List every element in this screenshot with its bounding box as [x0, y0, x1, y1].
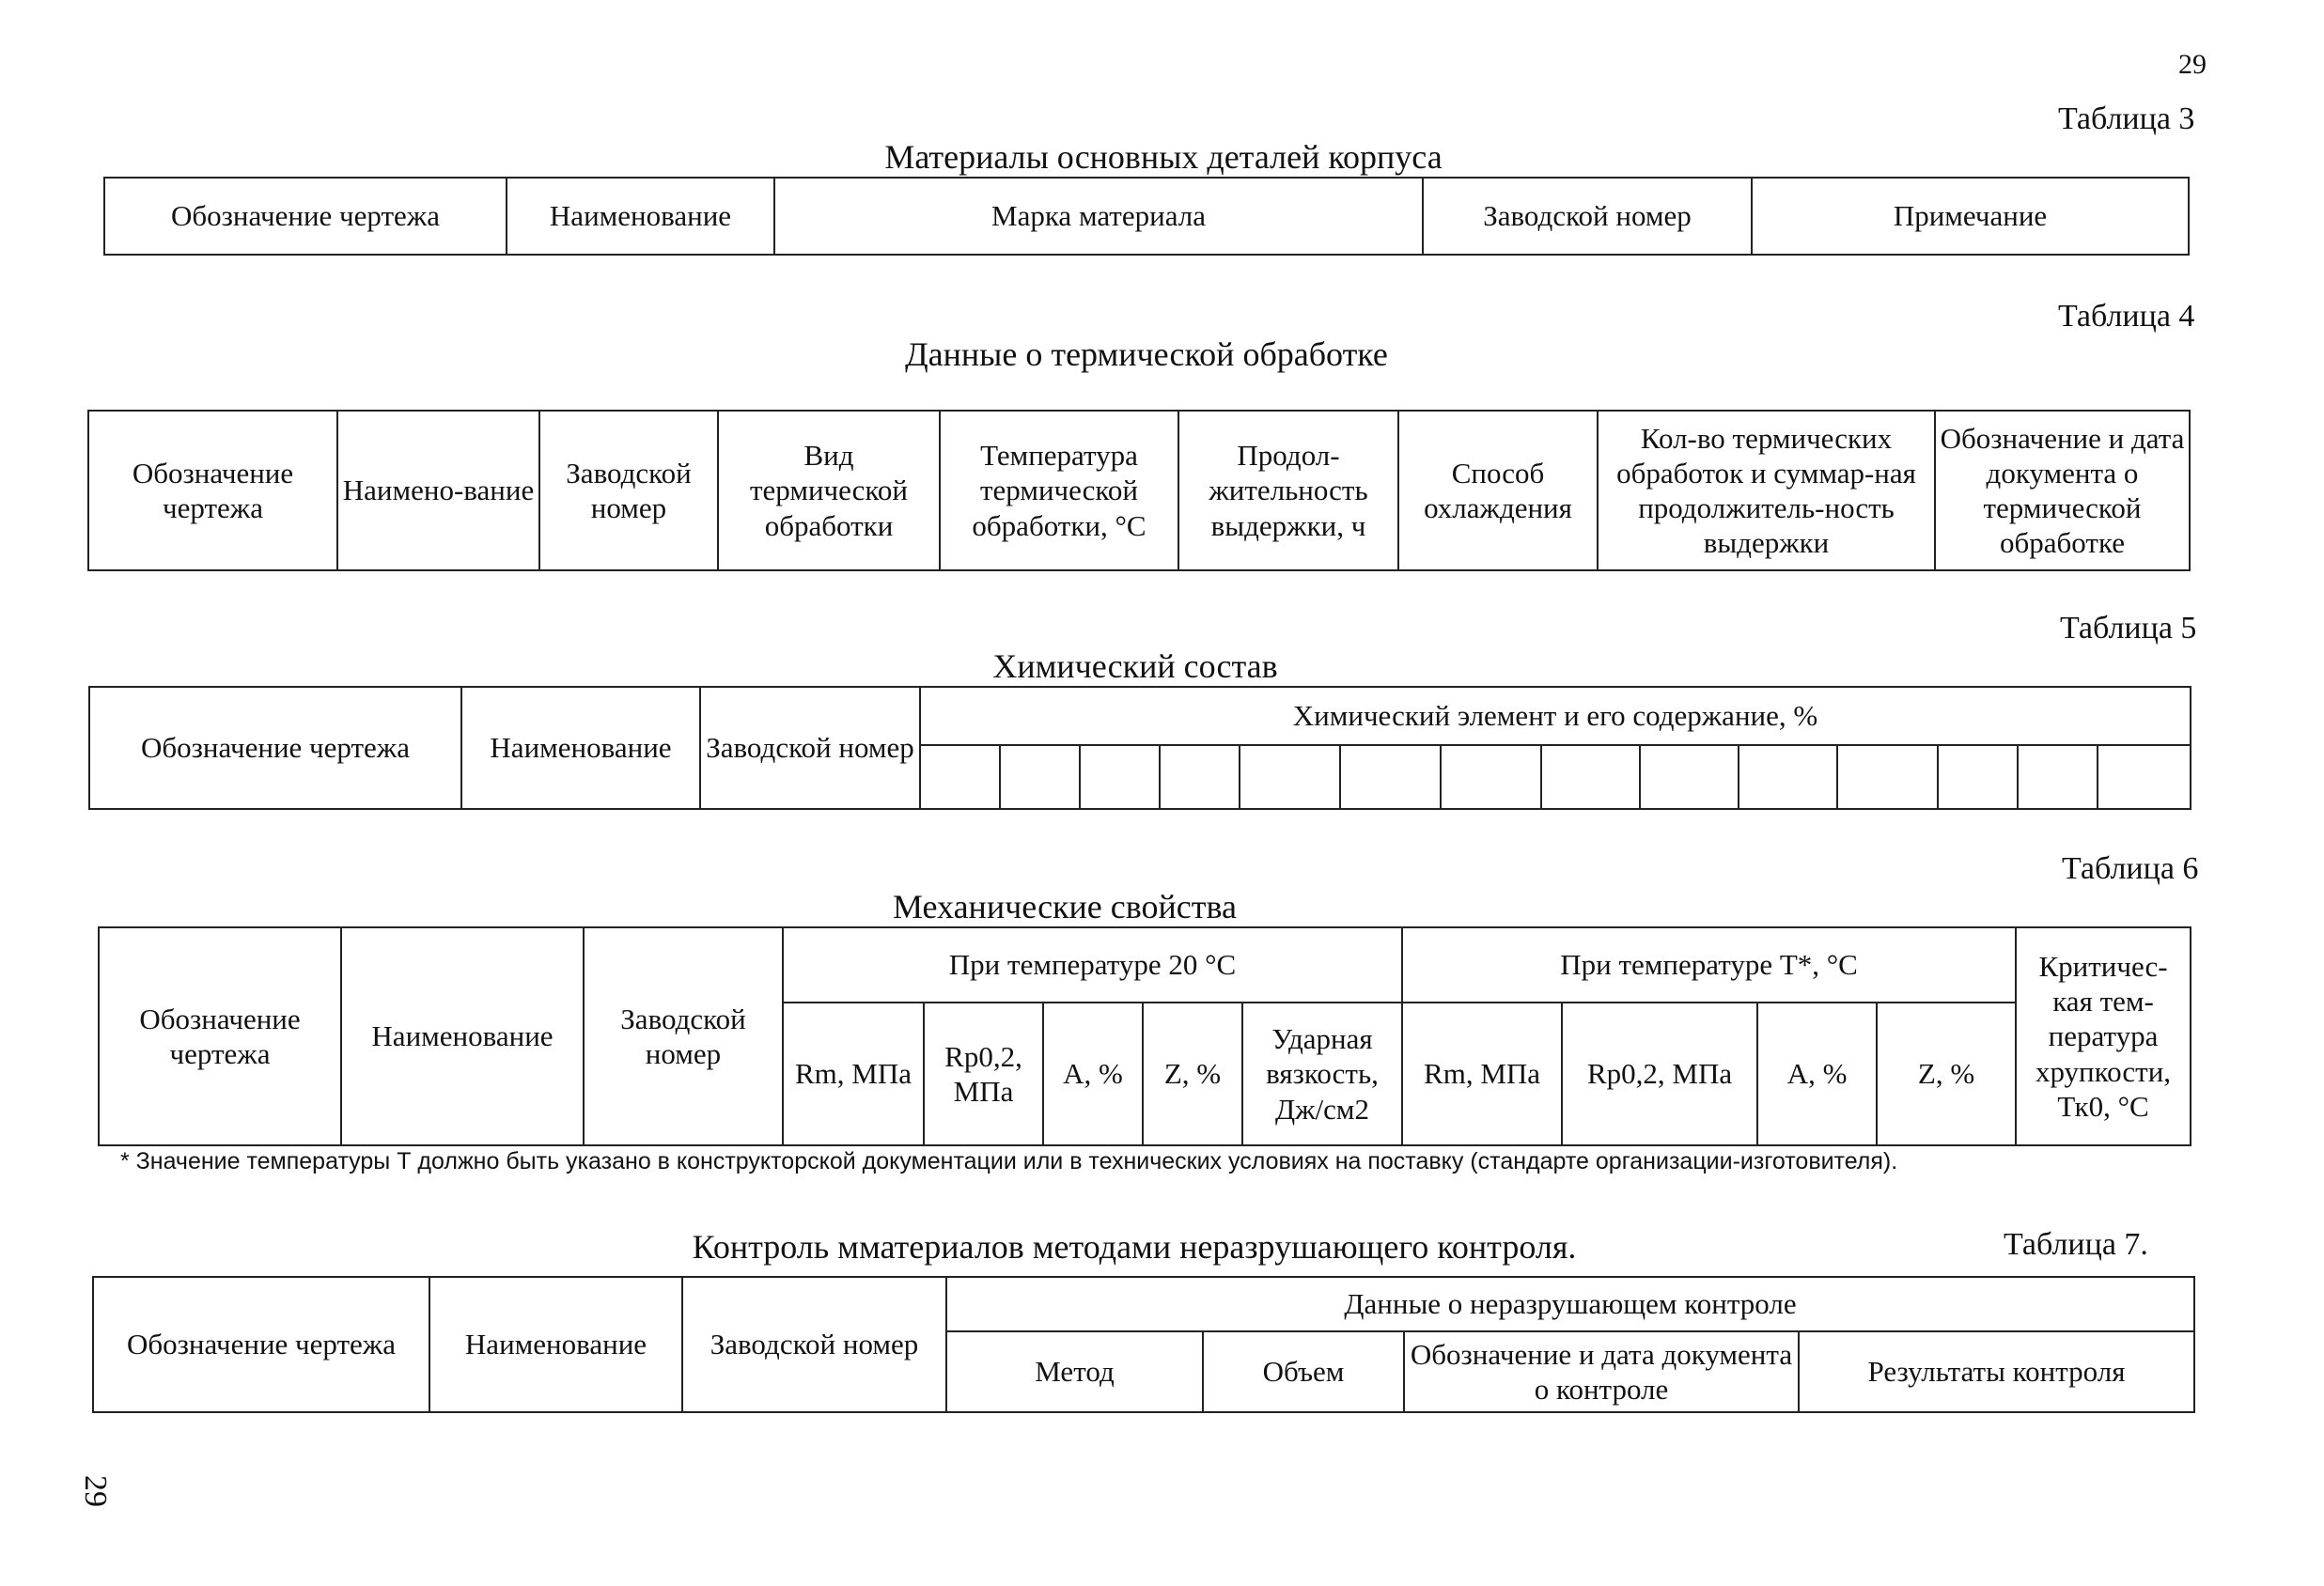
t3-header-note: Примечание [1752, 178, 2189, 255]
table-6-label: Таблица 6 [2062, 851, 2199, 886]
page-number-rotated: 29 [78, 1475, 113, 1507]
table-3-label: Таблица 3 [2058, 101, 2195, 136]
t4-header-name: Наимено-вание [337, 411, 539, 570]
t5-element-cell [1340, 745, 1441, 809]
table-3-title: Материалы основных деталей корпуса [884, 138, 1443, 176]
t6-header-critical-temp: Критичес-кая тем-пература хрупкости, Тк0, °С [2016, 927, 2191, 1145]
t7-sub-volume: Объем [1203, 1331, 1404, 1412]
t6-subt-a: A, % [1757, 1003, 1877, 1145]
table-4 [87, 410, 2191, 571]
t5-element-cell [2098, 745, 2191, 809]
t3-header-name: Наименование [507, 178, 774, 255]
t5-element-cell [1938, 745, 2018, 809]
table-7 [92, 1276, 2195, 1413]
t7-header-ndt-data: Данные о неразрушающем контроле [946, 1277, 2194, 1331]
t4-header-cooling: Способ охлаждения [1398, 411, 1598, 570]
t6-sub20-a: A, % [1043, 1003, 1143, 1145]
t5-element-cell [1441, 745, 1541, 809]
t5-element-cell [1000, 745, 1080, 809]
table-4-label: Таблица 4 [2058, 299, 2195, 334]
t6-subt-rp02: Rp0,2, МПа [1562, 1003, 1757, 1145]
table-3 [103, 177, 2190, 256]
t3-header-material: Марка материала [774, 178, 1423, 255]
t5-header-chem-elements: Химический элемент и его содержание, % [920, 687, 2191, 745]
t6-subt-rm: Rm, МПа [1402, 1003, 1562, 1145]
t5-element-cell [1837, 745, 1938, 809]
t5-element-cell [1640, 745, 1739, 809]
t6-sub20-impact: Ударная вязкость, Дж/см2 [1242, 1003, 1402, 1145]
t7-sub-method: Метод [946, 1331, 1203, 1412]
t7-header-name: Наименование [429, 1277, 682, 1412]
t6-header-serial: Заводской номер [584, 927, 783, 1145]
t3-header-drawing: Обозначение чертежа [104, 178, 507, 255]
table-6-title: Механические свойства [893, 888, 1237, 925]
t7-sub-results: Результаты контроля [1799, 1331, 2194, 1412]
t6-header-name: Наименование [341, 927, 584, 1145]
t6-subt-z: Z, % [1877, 1003, 2016, 1145]
t4-header-serial: Заводской номер [539, 411, 718, 570]
table-5-label: Таблица 5 [2060, 611, 2197, 645]
table-6 [98, 926, 2191, 1146]
t6-sub20-rp02: Rp0,2, МПа [924, 1003, 1043, 1145]
t5-element-cell [1080, 745, 1160, 809]
page-number: 29 [2178, 49, 2207, 80]
t5-element-cell [1240, 745, 1340, 809]
t4-header-count: Кол-во термических обработок и суммар-ная продолжитель-ность выдержки [1598, 411, 1935, 570]
t6-header-temp-t: При температуре Т*, °С [1402, 927, 2016, 1003]
t4-header-document: Обозначение и дата документа о термической обработке [1935, 411, 2190, 570]
t5-element-cell [2018, 745, 2098, 809]
t5-header-serial: Заводской номер [700, 687, 920, 809]
t5-element-cell [1541, 745, 1640, 809]
t4-header-treatment-type: Вид термической обработки [718, 411, 940, 570]
t5-header-name: Наименование [461, 687, 700, 809]
table-6-footnote: * Значение температуры Т должно быть указано в конструкторской документации или в технических условиях на поставку (стандарте организации-изготовителя). [120, 1148, 1898, 1174]
t5-header-drawing: Обозначение чертежа [89, 687, 461, 809]
t7-sub-document: Обозначение и дата документа о контроле [1404, 1331, 1799, 1412]
t5-element-cell [1739, 745, 1837, 809]
t4-header-drawing: Обозначение чертежа [88, 411, 337, 570]
t6-sub20-z: Z, % [1143, 1003, 1242, 1145]
t5-element-cell [920, 745, 1000, 809]
t3-header-serial: Заводской номер [1423, 178, 1752, 255]
table-5-title: Химический состав [992, 647, 1278, 685]
t6-header-temp-20: При температуре 20 °С [783, 927, 1402, 1003]
t7-header-drawing: Обозначение чертежа [93, 1277, 429, 1412]
t4-header-temperature: Температура термической обработки, °С [940, 411, 1178, 570]
t6-header-drawing: Обозначение чертежа [99, 927, 341, 1145]
table-5 [88, 686, 2191, 810]
t4-header-duration: Продол-жительность выдержки, ч [1178, 411, 1398, 570]
table-7-label: Таблица 7. [2004, 1227, 2148, 1262]
t7-header-serial: Заводской номер [682, 1277, 946, 1412]
t6-sub20-rm: Rm, МПа [783, 1003, 924, 1145]
table-4-title: Данные о термической обработке [905, 335, 1388, 373]
table-7-title: Контроль мматериалов методами неразрушающего контроля. [692, 1228, 1577, 1266]
t5-element-cell [1160, 745, 1240, 809]
